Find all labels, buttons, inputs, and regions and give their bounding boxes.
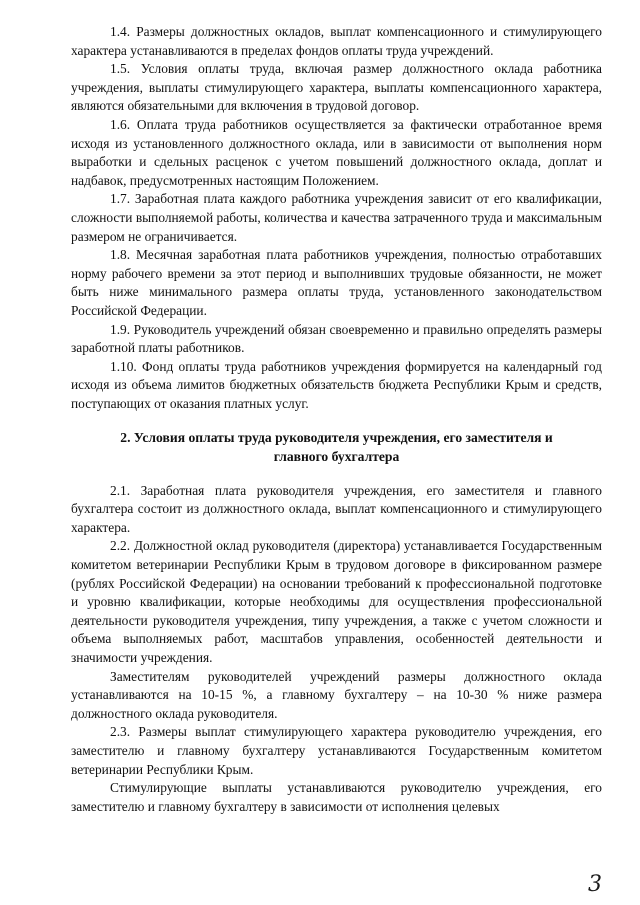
paragraph-deputy-salary: Заместителям руководителей учреждений размеры должностного оклада устанавливаются на 10-15 %, а главному бухгалтеру – на 10-30 % ниже размера должностного оклада руководителя. (71, 668, 602, 721)
paragraph-2-1: 2.1. Заработная плата руководителя учреждения, его заместителя и главного бухгалтера состоит из должностного оклада, выплат компенсационного и стимулирующего характера. (71, 482, 602, 535)
paragraphs-section-2 (71, 482, 602, 817)
paragraph-1-7: 1.7. Заработная плата каждого работника учреждения зависит от его квалификации, сложности выполняемой работы, количества и качества затраченного труда и максимальным размером не ограничивается. (71, 191, 602, 244)
document-body (71, 23, 602, 816)
paragraph-1-10: 1.10. Фонд оплаты труда работников учреждения формируется на календарный год исходя из объема лимитов бюджетных обязательств бюджета Республики Крым и средств, поступающих от оказания платных услуг. (71, 358, 602, 411)
paragraph-1-5: 1.5. Условия оплаты труда, включая размер должностного оклада работника учреждения, выплаты стимулирующего характера, выплаты компенсационного характера, являются обязательными для включения в трудовой договор. (71, 61, 602, 114)
paragraph-1-6: 1.6. Оплата труда работников осуществляется за фактически отработанное время исходя из установленного должностного оклада, или в зависимости от выполнения норм выработки и сдельных расценок с учетом повышений должностного оклада, доплат и надбавок, предусмотренных настоящим Положением. (71, 116, 602, 188)
paragraph-2-3: 2.3. Размеры выплат стимулирующего характера руководителю учреждения, его заместителю и главному бухгалтеру устанавливаются Государственным комитетом ветеринарии Республики Крым. (71, 724, 602, 777)
paragraph-1-4: 1.4. Размеры должностных окладов, выплат компенсационного и стимулирующего характера устанавливаются в пределах фондов оплаты труда учреждений. (71, 24, 602, 58)
section-heading: 2. Условия оплаты труда руководителя учреждения, его заместителя и главного бухгалтера (120, 430, 553, 465)
paragraph-1-8: 1.8. Месячная заработная плата работников учреждения, полностью отработавших норму рабочего времени за этот период и выполнивших трудовые обязанности, не может быть ниже минимального размера оплаты труда, установленного законодательством Российской Федерации. (71, 247, 602, 318)
page-number: 3 (588, 872, 602, 897)
paragraphs-section-1 (71, 23, 602, 413)
paragraph-2-2: 2.2. Должностной оклад руководителя (директора) устанавливается Государственным комитетом ветеринарии Республики Крым в трудовом договоре в фиксированном размере (рублях Российской Федерации) на основании требований к профессиональной подготовке и уровню квалификации, которые необходимы для осуществления профессиональной деятельности руководителя учреждения, типу учреждения, а также с учетом сложности и объема выполняемых работ, масштабов управления, особенностей деятельности и значимости учреждения. (71, 538, 602, 665)
paragraph-incentive-payments: Стимулирующие выплаты устанавливаются руководителю учреждения, его заместителю и главному бухгалтеру в зависимости от исполнения целевых (71, 780, 602, 814)
paragraph-1-9: 1.9. Руководитель учреждений обязан своевременно и правильно определять размеры заработной платы работников. (71, 321, 602, 356)
